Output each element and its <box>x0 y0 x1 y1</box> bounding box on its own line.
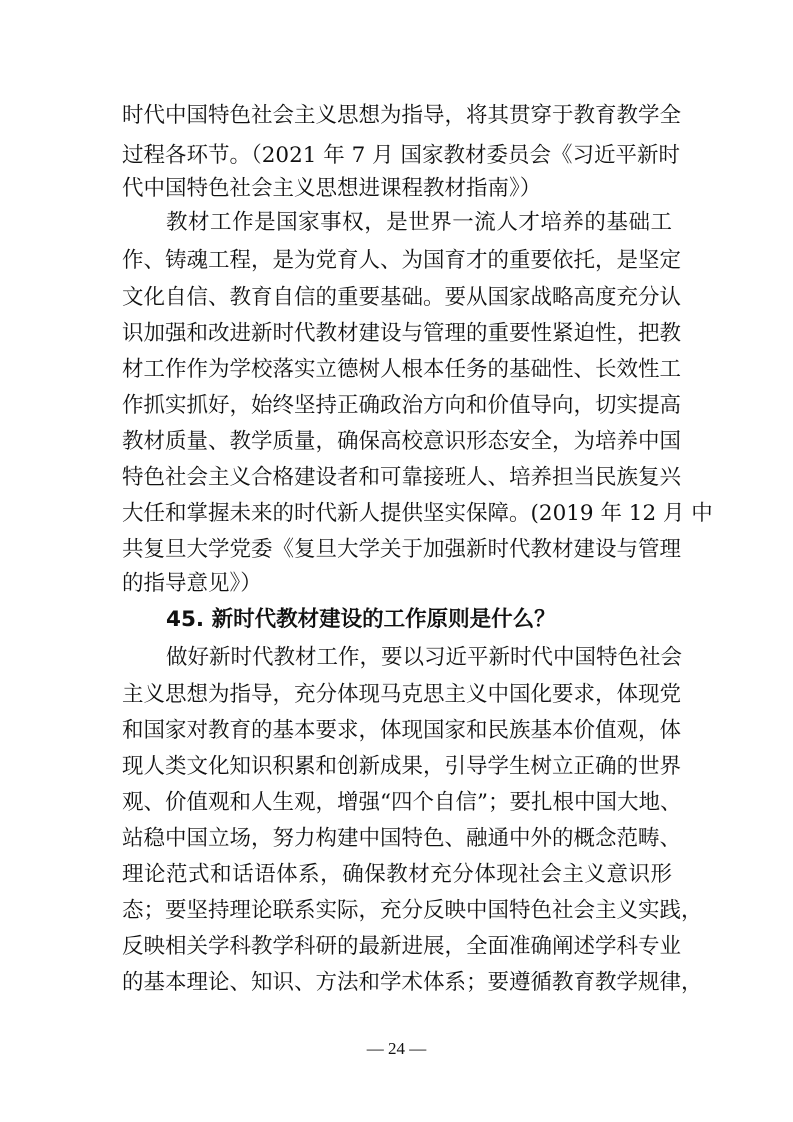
text-line: 特色社会主义合格建设者和可靠接班人、培养担当民族复兴 <box>122 465 682 490</box>
text-line: 态；要坚持理论联系实际，充分反映中国特色社会主义实践， <box>122 898 703 923</box>
text-line: 的基本理论、知识、方法和学术体系；要遵循教育教学规律， <box>122 970 703 995</box>
text-line: 和国家对教育的基本要求，体现国家和民族基本价值观，体 <box>122 718 682 743</box>
page-number: — 24 — <box>366 1039 427 1058</box>
text-line: 现人类文化知识积累和创新成果，引导学生树立正确的世界 <box>122 754 682 779</box>
text-line: 时代中国特色社会主义思想为指导，将其贯穿于教育教学全 <box>122 103 682 128</box>
text-line: 共复旦大学党委《复旦大学关于加强新时代教材建设与管理 <box>122 537 682 562</box>
text-line: 识加强和改进新时代教材建设与管理的重要性紧迫性，把教 <box>122 321 682 346</box>
text-line: 材工作作为学校落实立德树人根本任务的基础性、长效性工 <box>122 357 682 382</box>
text-line: 做好新时代教材工作，要以习近平新时代中国特色社会 <box>166 645 683 670</box>
text-line: 教材质量、教学质量，确保高校意识形态安全，为培养中国 <box>122 429 682 454</box>
text-line: 主义思想为指导，充分体现马克思主义中国化要求，体现党 <box>122 682 682 707</box>
text-line: 的指导意见》） <box>122 571 262 596</box>
text-line: 作抓实抓好，始终坚持正确政治方向和价值导向，切实提高 <box>122 393 682 418</box>
text-line: 教材工作是国家事权，是世界一流人才培养的基础工 <box>166 210 672 235</box>
section-heading: 45. 新时代教材建设的工作原则是什么？ <box>166 607 556 632</box>
text-line: 过程各环节。（2021 年 7 月 国家教材委员会《习近平新时 <box>122 143 680 168</box>
text-line: 观、价值观和人生观，增强“四个自信”；要扎根中国大地、 <box>122 790 682 815</box>
text-line: 理论范式和话语体系，确保教材充分体现社会主义意识形 <box>122 862 672 887</box>
text-line: 大任和掌握未来的时代新人提供坚实保障。(2019 年 12 月 中 <box>122 501 713 526</box>
text-line: 文化自信、教育自信的重要基础。要从国家战略高度充分认 <box>122 285 682 310</box>
text-line: 反映相关学科教学科研的最新进展，全面准确阐述学科专业 <box>122 934 682 959</box>
text-line: 代中国特色社会主义思想进课程教材指南》） <box>122 176 542 201</box>
text-line: 站稳中国立场，努力构建中国特色、融通中外的概念范畴、 <box>122 826 682 851</box>
text-line: 作、铸魂工程，是为党育人、为国育才的重要依托，是坚定 <box>122 248 682 273</box>
